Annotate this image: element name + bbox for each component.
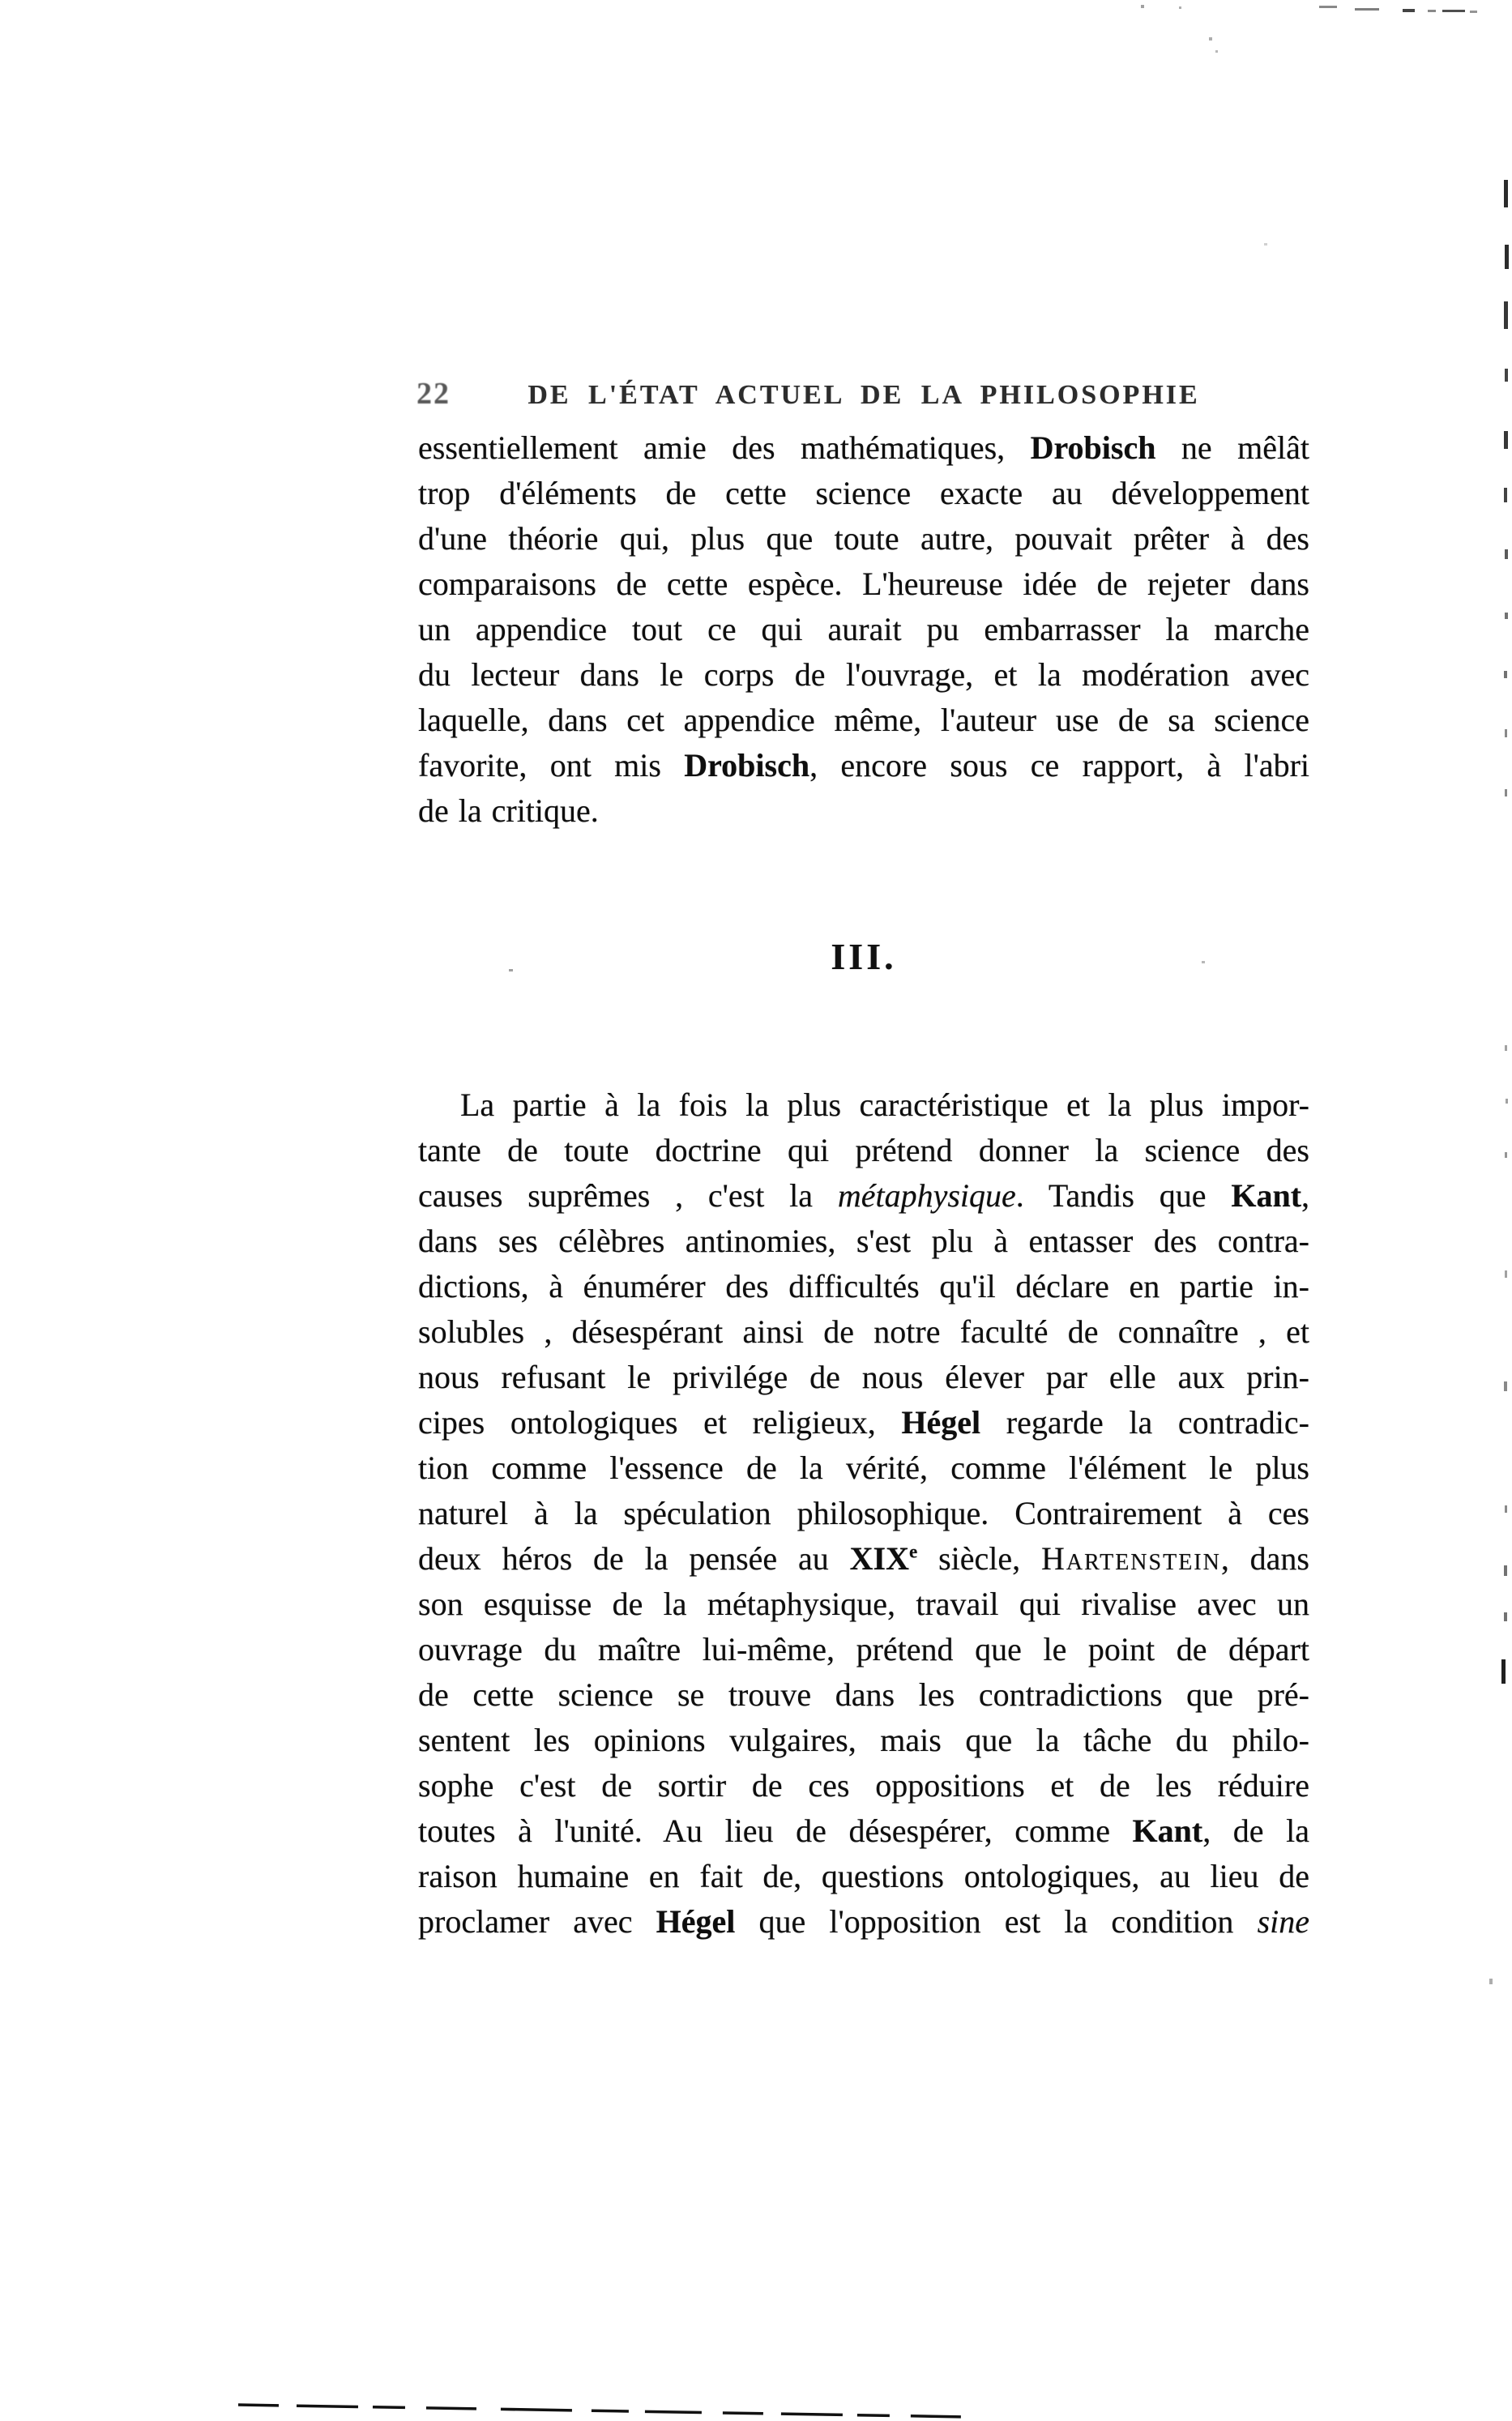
text-line xyxy=(418,1173,1309,1219)
text-line xyxy=(418,788,1309,834)
text-segment: sentent les opinions vulgaires, mais que la tâche du philo- xyxy=(418,1722,1309,1758)
text-segment: Hégel xyxy=(901,1404,981,1441)
right-edge-mark xyxy=(1505,1152,1507,1158)
right-edge-mark xyxy=(1504,671,1507,678)
ink-speck xyxy=(1264,243,1267,246)
text-segment: tante de toute doctrine qui prétend donner la science des xyxy=(418,1132,1309,1168)
text-line xyxy=(418,1491,1309,1536)
text-segment: favorite, ont mis xyxy=(418,747,685,784)
right-edge-mark xyxy=(1505,1045,1507,1051)
text-line xyxy=(418,652,1309,698)
text-segment: Kant xyxy=(1231,1177,1302,1214)
text-segment: ouvrage du maître lui-même, prétend que le point de départ xyxy=(418,1631,1309,1667)
text-line xyxy=(418,1627,1309,1672)
text-segment: de la critique. xyxy=(418,792,599,829)
text-line xyxy=(418,561,1309,607)
text-segment: Drobisch xyxy=(684,747,810,784)
bottom-page-edge-line xyxy=(233,2397,979,2421)
right-edge-mark xyxy=(1505,369,1508,382)
text-line xyxy=(418,607,1309,652)
text-segment: nous refusant le privilége de nous élever par elle aux prin- xyxy=(418,1359,1309,1395)
text-line xyxy=(418,1808,1309,1854)
right-edge-mark xyxy=(1504,1381,1507,1391)
text-segment: sophe c'est de sortir de ces oppositions et de les réduire xyxy=(418,1767,1309,1804)
text-segment: ne mêlât xyxy=(1155,429,1309,466)
right-edge-mark xyxy=(1505,549,1508,559)
text-line xyxy=(418,1854,1309,1899)
section-heading: III. xyxy=(831,936,897,977)
text-segment: proclamer avec xyxy=(418,1903,656,1940)
text-line xyxy=(418,1128,1309,1173)
text-segment: trop d'éléments de cette science exacte au développement xyxy=(418,475,1309,511)
text-segment: de cette science se trouve dans les contradictions que pré- xyxy=(418,1676,1309,1713)
text-segment: que l'opposition est la condition xyxy=(735,1903,1258,1940)
text-segment: siècle, xyxy=(917,1540,1041,1577)
right-edge-mark xyxy=(1505,729,1507,737)
text-segment: , encore sous ce rapport, à l'abri xyxy=(809,747,1310,784)
text-line xyxy=(418,1718,1309,1763)
text-segment: deux héros de la pensée au xyxy=(418,1540,850,1577)
top-edge-mark xyxy=(1179,6,1181,9)
text-segment: , xyxy=(1301,1177,1310,1214)
text-segment: comparaisons de cette espèce. L'heureuse idée de rejeter dans xyxy=(418,566,1309,602)
text-segment: d'une théorie qui, plus que toute autre, pouvait prêter à des xyxy=(418,520,1309,557)
text-line xyxy=(418,471,1309,516)
text-line xyxy=(418,425,1309,471)
text-segment: tion comme l'essence de la vérité, comme l'élément le plus xyxy=(418,1450,1309,1486)
right-edge-mark xyxy=(1504,301,1508,329)
text-segment: , de la xyxy=(1202,1813,1310,1849)
top-edge-mark xyxy=(1319,6,1337,8)
text-line xyxy=(418,1763,1309,1808)
right-edge-mark xyxy=(1505,613,1508,619)
text-segment: La partie à la fois la plus caractéristique et la plus impor- xyxy=(460,1087,1309,1123)
text-line xyxy=(418,1672,1309,1718)
text-line xyxy=(418,1899,1309,1945)
text-segment: dans ses célèbres antinomies, s'est plu à entasser des contra- xyxy=(418,1223,1309,1259)
text-line xyxy=(418,1082,1309,1128)
right-edge-mark xyxy=(1504,431,1508,449)
right-edge-mark xyxy=(1505,1505,1507,1513)
text-line xyxy=(418,698,1309,743)
paragraph-1 xyxy=(418,425,1309,834)
right-edge-mark xyxy=(1505,245,1509,269)
top-edge-mark xyxy=(1141,5,1144,8)
right-edge-mark xyxy=(1504,488,1507,502)
top-edge-mark xyxy=(1442,10,1465,12)
paragraph-2 xyxy=(418,1082,1309,1945)
text-line xyxy=(418,1536,1309,1582)
ink-speck xyxy=(1215,50,1218,53)
right-edge-mark xyxy=(1501,1659,1506,1684)
text-segment: du lecteur dans le corps de l'ouvrage, et la modération avec xyxy=(418,656,1309,693)
text-segment: laquelle, dans cet appendice même, l'auteur use de sa science xyxy=(418,702,1309,738)
text-segment: son esquisse de la métaphysique, travail qui rivalise avec un xyxy=(418,1586,1309,1622)
top-edge-mark xyxy=(1470,11,1477,13)
text-line xyxy=(418,1355,1309,1400)
right-edge-mark xyxy=(1504,180,1508,207)
text-segment: causes suprêmes , c'est la xyxy=(418,1177,838,1214)
text-segment: Drobisch xyxy=(1030,429,1156,466)
top-edge-mark xyxy=(1403,9,1415,12)
text-segment: XIX xyxy=(849,1540,909,1577)
text-segment: regarde la contradic- xyxy=(980,1404,1309,1441)
right-edge-mark xyxy=(1489,1979,1493,1984)
top-edge-mark xyxy=(1428,10,1436,12)
right-edge-mark xyxy=(1506,1099,1508,1104)
text-line xyxy=(418,1582,1309,1627)
running-title: DE L'ÉTAT ACTUEL DE LA PHILOSOPHIE xyxy=(527,380,1200,410)
text-segment: solubles , désespérant ainsi de notre faculté de connaître , et xyxy=(418,1313,1309,1350)
text-segment: e xyxy=(908,1541,918,1563)
text-segment: , dans xyxy=(1220,1540,1309,1577)
right-edge-mark xyxy=(1505,1270,1507,1278)
ink-speck xyxy=(1209,37,1212,41)
ink-speck xyxy=(509,969,513,971)
text-segment: toutes à l'unité. Au lieu de désespérer, comme xyxy=(418,1813,1133,1849)
ink-speck xyxy=(1202,961,1205,963)
text-segment: raison humaine en fait de, questions ontologiques, au lieu de xyxy=(418,1858,1309,1894)
text-segment: un appendice tout ce qui aurait pu embarrasser la marche xyxy=(418,611,1309,647)
text-segment: sine xyxy=(1257,1903,1309,1940)
text-line xyxy=(418,1219,1309,1264)
right-edge-mark xyxy=(1504,1565,1507,1576)
text-segment: essentiellement amie des mathématiques, xyxy=(418,429,1031,466)
right-edge-mark xyxy=(1504,1612,1507,1621)
text-segment: Hartenstein xyxy=(1040,1540,1221,1577)
text-segment: Kant xyxy=(1132,1813,1203,1849)
text-segment: Hégel xyxy=(656,1903,736,1940)
text-line xyxy=(418,1309,1309,1355)
text-line xyxy=(418,743,1309,788)
ink-speck xyxy=(567,501,570,503)
text-line xyxy=(418,1400,1309,1445)
right-edge-mark xyxy=(1505,789,1507,796)
text-segment: dictions, à énumérer des difficultés qu'il déclare en partie in- xyxy=(418,1268,1309,1304)
text-segment: métaphysique xyxy=(837,1177,1016,1214)
text-segment: cipes ontologiques et religieux, xyxy=(418,1404,902,1441)
text-line xyxy=(418,1264,1309,1309)
text-segment: naturel à la spéculation philosophique. Contrairement à ces xyxy=(418,1495,1309,1531)
text-line xyxy=(418,1445,1309,1491)
top-edge-mark xyxy=(1355,8,1379,11)
text-segment: . Tandis que xyxy=(1015,1177,1232,1214)
text-line xyxy=(418,516,1309,561)
page-number: 22 xyxy=(416,377,451,411)
